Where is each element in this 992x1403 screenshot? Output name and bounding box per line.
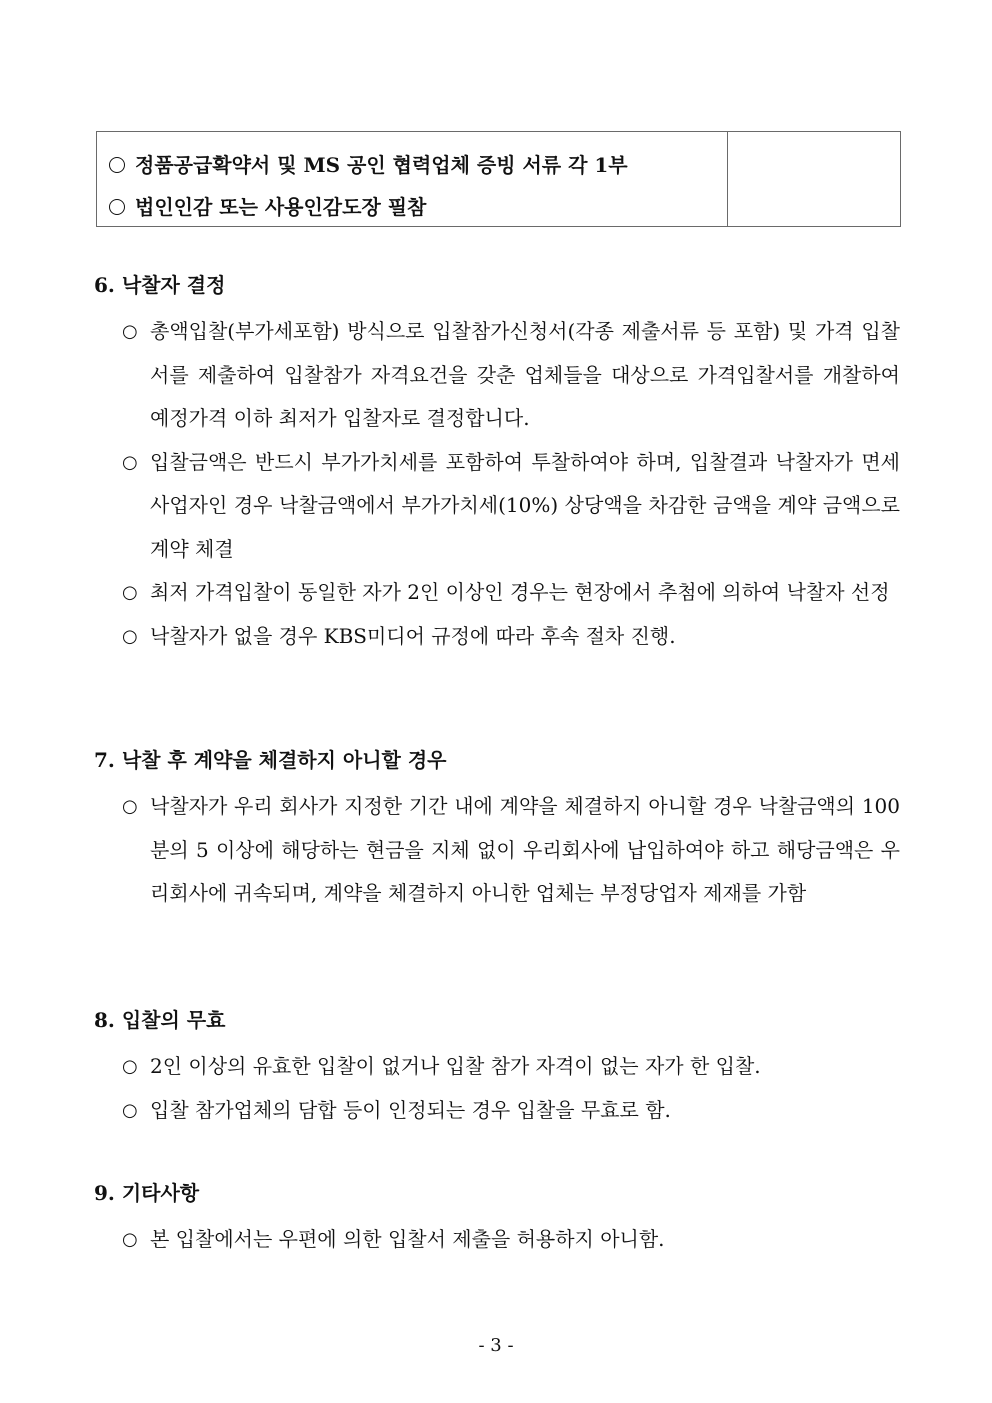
item-text: 입찰 참가업체의 담합 등이 인정되는 경우 입찰을 무효로 함. [150,1097,671,1122]
list-item [94,1218,900,1262]
requirements-table [96,131,901,227]
bullet-icon: ○ [122,796,138,817]
list-item [94,785,900,916]
list-item [94,615,900,659]
section-title: 8. 입찰의 무효 [94,1008,226,1032]
item-text: 입찰금액은 반드시 부가가치세를 포함하여 투찰하여야 하며, 입찰결과 낙찰자가 면세사업자인 경우 낙찰금액에서 부가가치세(10%) 상당액을 차감한 금액을 계약 금액으로 계약 체결 [150,449,900,561]
section-title: 9. 기타사항 [94,1181,200,1205]
bullet-icon: ○ [122,321,138,342]
list-item [94,1045,900,1089]
section-winner-decision [94,270,900,658]
bullet-icon: ○ [122,1099,138,1121]
requirement-text: 법인인감 또는 사용인감도장 필참 [135,195,427,219]
item-text: 낙찰자가 없을 경우 KBS미디어 규정에 따라 후속 절차 진행. [150,623,676,648]
item-text: 최저 가격입찰이 동일한 자가 2인 이상인 경우는 현장에서 추첨에 의하여 낙찰자 선정 [150,580,890,604]
circle-bullet-icon [109,157,125,173]
requirement-line [109,186,727,228]
list-item [94,571,900,615]
requirements-empty-cell [728,132,900,226]
section-bid-invalidity [94,1005,900,1132]
item-text: 본 입찰에서는 우편에 의한 입찰서 제출을 허용하지 아니함. [150,1227,665,1251]
section-title: 7. 낙찰 후 계약을 체결하지 아니할 경우 [94,748,447,772]
list-item [94,441,900,572]
requirements-cell [97,132,728,226]
list-item [94,310,900,441]
bullet-icon: ○ [122,625,138,647]
item-text: 낙찰자가 우리 회사가 지정한 기간 내에 계약을 체결하지 아니할 경우 낙찰금액의 100분의 5 이상에 해당하는 현금을 지체 없이 우리회사에 납입하여야 하고 해당금액은 우리회사에 귀속되며, 계약을 체결하지 아니한 업체는 부정당업자 제재를 가함 [150,794,900,905]
section-title: 6. 낙찰자 결정 [94,273,226,297]
bullet-icon: ○ [122,1056,138,1077]
bullet-icon: ○ [122,451,138,473]
item-text: 2인 이상의 유효한 입찰이 없거나 입찰 참가 자격이 없는 자가 한 입찰. [150,1054,761,1078]
list-item [94,1089,900,1133]
circle-bullet-icon [109,199,125,215]
page-number: - 3 - [478,1335,514,1356]
requirement-text: 정품공급확약서 및 MS 공인 협력업체 증빙 서류 각 1부 [135,153,628,177]
bullet-icon: ○ [122,582,138,603]
section-other-matters [94,1178,900,1262]
bullet-icon: ○ [122,1229,138,1250]
item-text: 총액입찰(부가세포함) 방식으로 입찰참가신청서(각종 제출서류 등 포함) 및 가격 입찰서를 제출하여 입찰참가 자격요건을 갖춘 업체들을 대상으로 가격입찰서를 개찰하여 예정가격 이하 최저가 입찰자로 결정합니다. [150,319,900,430]
section-contract-refusal [94,745,900,916]
requirement-line [109,144,727,186]
